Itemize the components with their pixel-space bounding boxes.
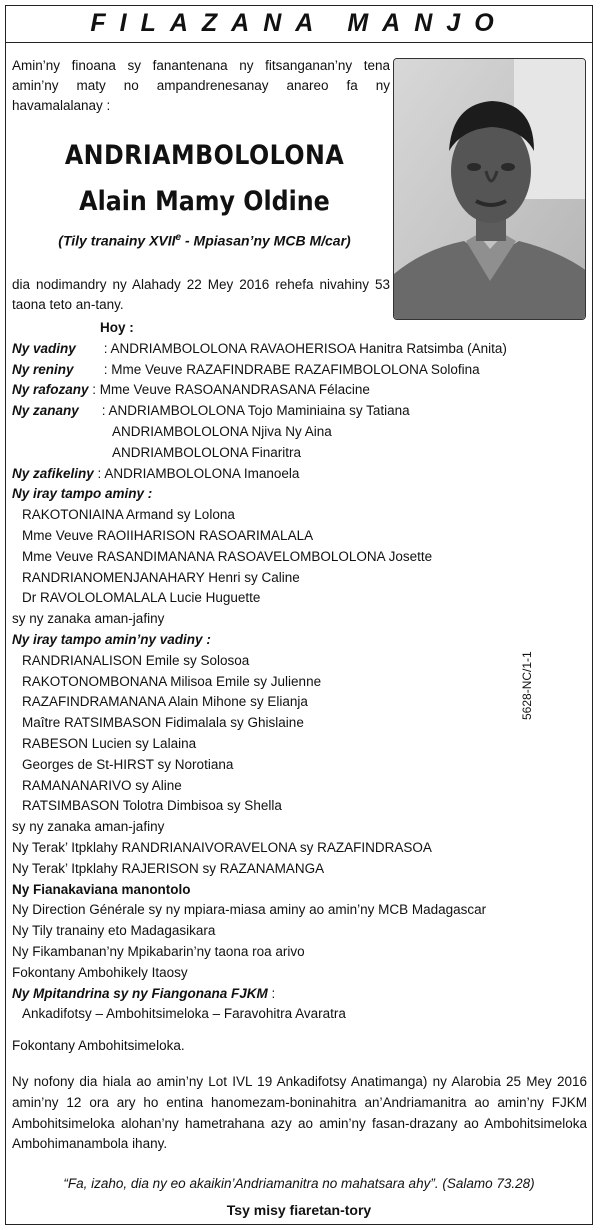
fokontany-line: Fokontany Ambohitsimeloka. <box>12 1038 185 1053</box>
in-law-item: RAMANANARIVO sy Aline <box>22 777 182 793</box>
portrait-icon <box>394 59 586 320</box>
funeral-paragraph: Ny nofony dia hiala ao amin’ny Lot IVL 19 Ankadifotsy Anatimanga) ny Alarobia 25 Mey 2016 amin’ny 12 ora ary ho entina hanomezam-boninahitra an’Andriamanitra ao amin’ny FJKM Ambohitsimeloka alohan’ny hametrahana azy ao amin’ny fasan-drazany ao Ambohitsimeloka Ambohimanambola ihany. <box>12 1074 587 1152</box>
sibling-item: Dr RAVOLOLOMALALA Lucie Huguette <box>22 590 261 606</box>
family-value: Mme Veuve RASOANANDRASANA Félacine <box>99 382 370 398</box>
family-value: ANDRIAMBOLOLONA Imanoela <box>104 465 300 481</box>
family-row-vadiny <box>12 339 572 360</box>
mpitandrina-label: Ny Mpitandrina sy ny Fiangonana FJKM <box>12 985 268 1001</box>
family-sep: : <box>100 340 111 356</box>
closing-line: Tsy misy fiaretan-tory <box>226 1202 372 1218</box>
deceased-title <box>12 232 397 249</box>
other-item: Fokontany Ambohikely Itaosy <box>12 964 188 980</box>
sibling-item: Mme Veuve RAOIIHARISON RASOARIMALALA <box>22 527 314 543</box>
family-list <box>12 318 572 1025</box>
other-item: Ny Direction Générale sy ny mpiara-miasa aminy ao amin’ny MCB Madagascar <box>12 902 487 918</box>
other-item: Ny Fikambanan’ny Mpikabarin’ny taona roa arivo <box>12 943 305 959</box>
family-label: Ny vadiny <box>12 340 76 356</box>
death-date-text: dia nodimandry ny Alahady 22 Mey 2016 rehefa nivahiny 53 taona teto an-tany. <box>12 277 390 312</box>
in-law-item: RANDRIANALISON Emile sy Solosoa <box>22 652 250 668</box>
family-label: Ny reniny <box>12 361 74 377</box>
zanany-item: ANDRIAMBOLOLONA Njiva Ny Aina <box>112 423 332 439</box>
portrait-photo <box>393 58 586 320</box>
in-law-footer: sy ny zanaka aman-jafiny <box>12 819 165 835</box>
in-law-item: RAZAFINDRAMANANA Alain Mihone sy Elianja <box>22 694 308 710</box>
sibling-item: RANDRIANOMENJANAHARY Henri sy Caline <box>22 569 300 585</box>
zanany-item: ANDRIAMBOLOLONA Finaritra <box>112 444 302 460</box>
sibling-item: Mme Veuve RASANDIMANANA RASOAVELOMBOLOLONA Josette <box>22 548 433 564</box>
mpitandrina-value: Ankadifotsy – Ambohitsimeloka – Faravohitra Avaratra <box>22 1006 346 1022</box>
sibling-footer: sy ny zanaka aman-jafiny <box>12 611 165 627</box>
title-prefix: (Tily tranainy XVII <box>58 232 176 249</box>
in-law-item: RAKOTONOMBONANA Milisoa Emile sy Julienne <box>22 673 322 689</box>
fianakaviana-label: Ny Fianakaviana manontolo <box>12 881 191 897</box>
in-law-item: Maître RATSIMBASON Fidimalala sy Ghislaine <box>22 715 304 731</box>
family-value: Mme Veuve RAZAFINDRABE RAZAFIMBOLOLONA Solofina <box>111 361 480 377</box>
family-sep: : <box>98 403 109 419</box>
iray-tampo-aminy-label: Ny iray tampo aminy : <box>12 486 153 502</box>
title-suffix: - Mpiasan’ny MCB M/car) <box>181 232 351 249</box>
terak-item: Ny Terak’ Itpklahy RANDRIANAIVORAVELONA sy RAZAFINDRASOA <box>12 839 432 855</box>
family-label: Ny rafozany <box>12 382 89 398</box>
in-law-item: Georges de St-HIRST sy Norotiana <box>22 756 234 772</box>
in-law-item: RATSIMBASON Tolotra Dimbisoa sy Shella <box>22 798 282 814</box>
family-sep: : <box>100 361 112 377</box>
family-label: Ny zafikeliny <box>12 465 94 481</box>
other-item: Ny Tily tranainy eto Madagasikara <box>12 923 216 939</box>
family-row-zanany <box>12 401 572 422</box>
reference-code: 5628-NC/1-1 <box>520 651 534 720</box>
family-label: Ny zanany <box>12 403 79 419</box>
mpitandrina-row <box>12 984 572 1005</box>
title-superscript: e <box>175 232 182 243</box>
family-row-rafozany <box>12 380 572 401</box>
notice-header <box>5 5 593 43</box>
notice-title: FILAZANA MANJO <box>90 9 508 37</box>
mpitandrina-sep: : <box>267 985 276 1001</box>
family-row-zafikeliny <box>12 464 572 485</box>
family-sep: : <box>88 382 100 398</box>
in-law-item: RABESON Lucien sy Lalaina <box>22 735 197 751</box>
deceased-surname: ANDRIAMBOLOLONA <box>64 140 345 171</box>
sibling-item: RAKOTONIAINA Armand sy Lolona <box>22 507 235 523</box>
family-value: ANDRIAMBOLOLONA Tojo Maminiaina sy Tatiana <box>108 403 410 419</box>
terak-item: Ny Terak’ Itpklahy RAJERISON sy RAZANAMANGA <box>12 860 325 876</box>
family-row-reniny <box>12 360 572 381</box>
deceased-given-names: Alain Mamy Oldine <box>79 186 330 217</box>
intro-text: Amin’ny finoana sy fanantenana ny fitsanganan’ny tena amin’ny maty no ampandrenesanay anareo fa ny havamalalanay : <box>12 58 390 113</box>
family-sep: : <box>93 465 105 481</box>
hoy-label: Hoy : <box>100 320 134 335</box>
bible-quote: “Fa, izaho, dia ny eo akaikin’Andriamanitra no mahatsara ahy”. (Salamo 73.28) <box>63 1176 535 1191</box>
family-value: ANDRIAMBOLOLONA RAVAOHERISOA Hanitra Ratsimba (Anita) <box>110 340 507 356</box>
iray-tampo-vadiny-label: Ny iray tampo amin’ny vadiny : <box>12 631 211 647</box>
